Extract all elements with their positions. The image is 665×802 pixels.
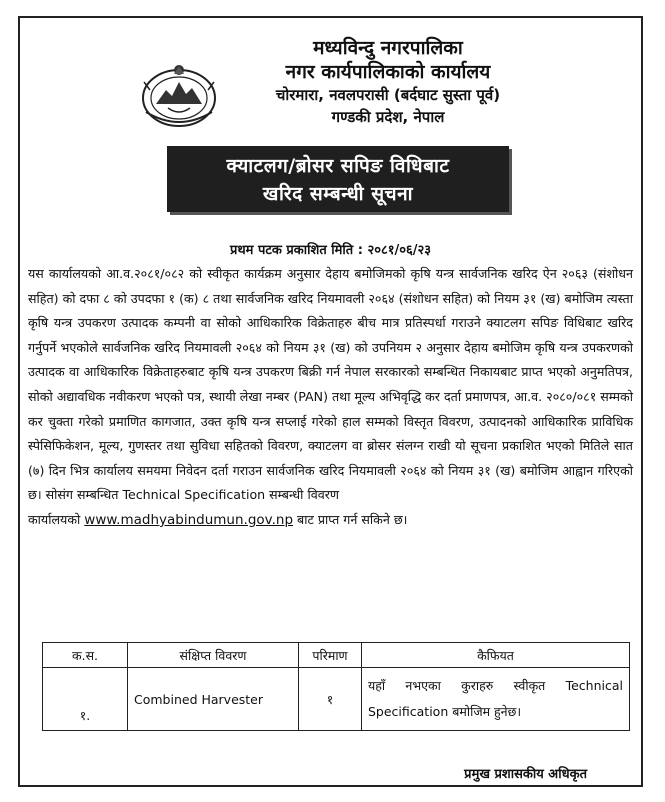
office-address: चोरमारा, नवलपरासी (बर्दघाट सुस्ता पूर्व): [275, 86, 501, 104]
signatory-title: प्रमुख प्रशासकीय अधिकृत: [464, 767, 587, 782]
header-serial: क.स.: [43, 643, 128, 668]
notice-body: [28, 262, 633, 533]
publication-date: प्रथम पटक प्रकाशित मिति : २०८१/०६/२३: [229, 243, 432, 258]
nepal-government-emblem-icon: [138, 60, 220, 130]
notice-last-line-suffix: बाट प्राप्त गर्न सकिने छ।: [293, 511, 408, 527]
table-header-row: [43, 643, 630, 668]
notice-title-line2: खरिद सम्बन्धी सूचना: [262, 183, 414, 205]
letterhead: [20, 32, 641, 144]
website-link[interactable]: www.madhyabindumun.gov.np: [84, 511, 294, 528]
notice-paragraph: यस कार्यालयको आ.व.२०८१/०८२ को स्वीकृत कार्यक्रम अनुसार देहाय बमोजिमको कृषि यन्त्र सार्वजनिक खरिद ऐन २०६३ (संशोधन सहित) को दफा ८ को उपदफा १ (क) ८ तथा सार्वजनिक खरिद नियमावली २०६४ (संशोधन सहित) को नियम ३१ (ख) बमोजिम त्यस्ता कृषि यन्त्र उपकरण उत्पादक कम्पनी वा सोको आधिकारिक विक्रेताहरु बीच मात्र प्रतिस्पर्धा गराउने क्याटलग सपिङ विधिबाट खरिद गर्नुपर्ने भएकोले सार्वजनिक खरिद नियमावली २०६४ को नियम ३१ (ख) को उपनियम २ अनुसार देहाय बमोजिम कृषि यन्त्र उपकरणको उत्पादक वा आधिकारिक विक्रेताहरुबाट कृषि यन्त्र उपकरण बिक्री गर्न नेपाल सरकारको सम्बन्धित निकायबाट प्राप्त भएको अनुमतिपत्र, सोको अद्यावधिक नवीकरण भएको पत्र, स्थायी लेखा नम्बर (PAN) तथा मूल्य अभिवृद्धि कर दर्ता प्रमाणपत्र, आ.व. २०८०/०८१ सम्मको कर चुक्ता गरेको प्रमाणित कागजात, उक्त कृषि यन्त्र सप्लाई गरेको हाल सम्मको विस्तृत विवरण, उत्पादनको आधिकारिक प्राविधिक स्पेसिफिकेशन, मूल्य, गुणस्तर तथा सुविधा सहितको विवरण, क्याटलग वा ब्रोसर संलग्न राखी यो सूचना प्रकाशित भएको मितिले सात (७) दिन भित्र कार्यालय समयमा निवेदन दर्ता गराउन सार्वजनिक खरिद नियमावली २०६४ को नियम ३१ (ख) बमोजिम आह्वान गरिएको छ। सोसंग सम्बन्धित Technical Specification सम्बन्धी विवरण: [28, 266, 633, 503]
row-quantity: १: [299, 668, 362, 731]
notice-frame: [18, 16, 643, 787]
header-quantity: परिमाण: [299, 643, 362, 668]
table-row: [43, 668, 630, 731]
header-description: संक्षिप्त विवरण: [128, 643, 299, 668]
row-serial: १.: [43, 668, 128, 731]
municipality-name: मध्यविन्दु नगरपालिका: [313, 37, 463, 59]
items-table: [42, 642, 630, 731]
header-remarks: कैफियत: [362, 643, 630, 668]
notice-last-line-prefix: कार्यालयको: [28, 511, 85, 527]
office-name: नगर कार्यपालिकाको कार्यालय: [285, 61, 491, 83]
row-description: Combined Harvester: [128, 668, 299, 731]
letterhead-text: [238, 36, 538, 128]
notice-title-line1: क्याटलग/ब्रोसर सपिङ विधिबाट: [226, 155, 450, 177]
province-country: गण्डकी प्रदेश, नेपाल: [331, 108, 445, 126]
notice-title-banner: [167, 146, 509, 212]
row-remarks: यहाँ नभएका कुराहरु स्वीकृत Technical Specification बमोजिम हुनेछ।: [362, 668, 630, 731]
